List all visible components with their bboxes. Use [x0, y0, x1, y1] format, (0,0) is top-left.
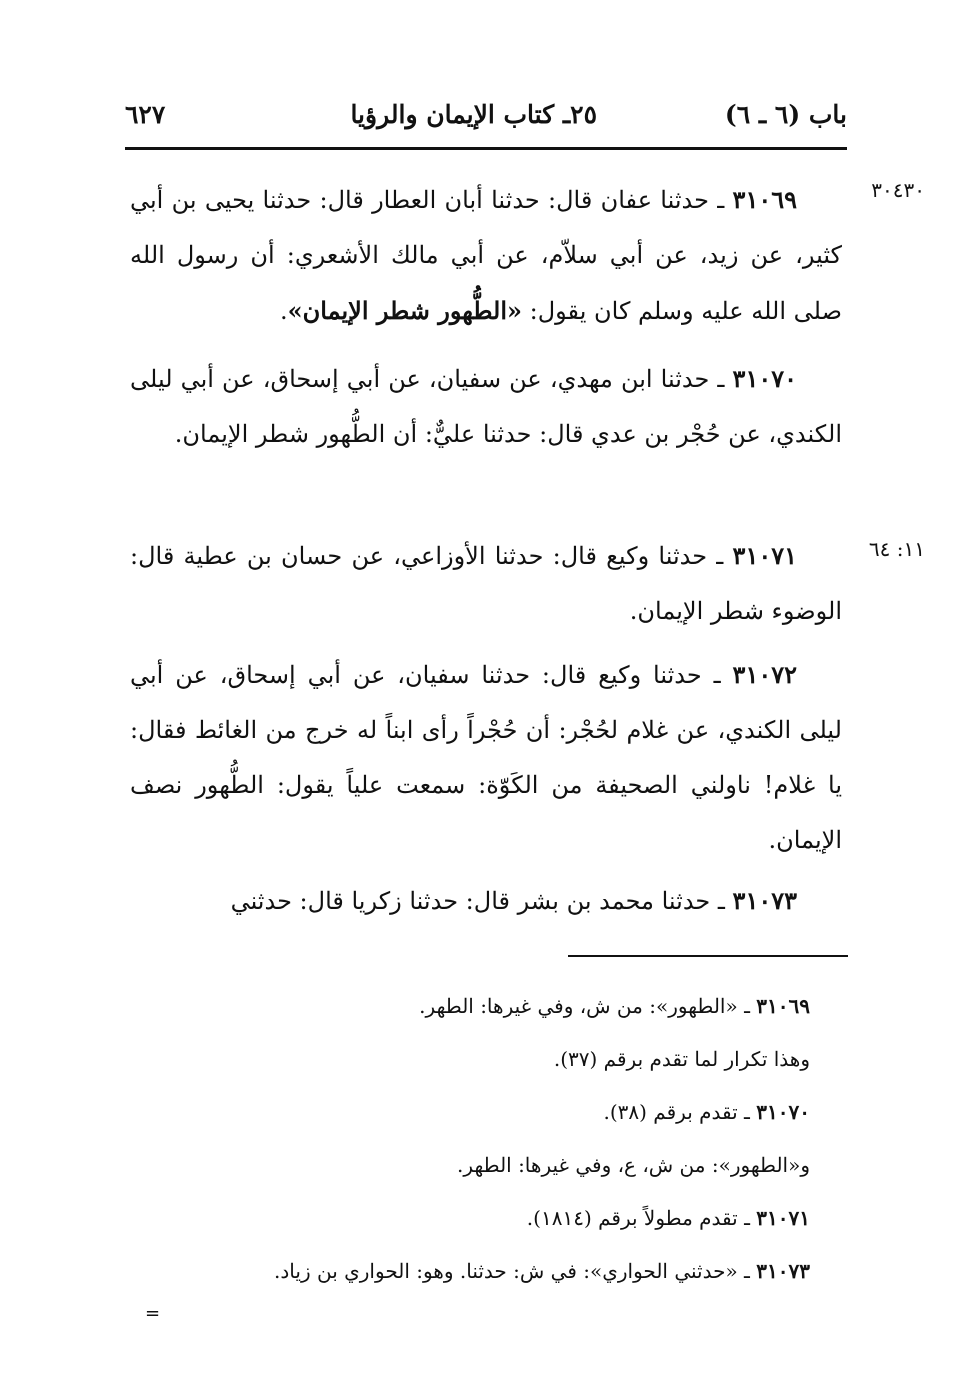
- hadith-text: ـ حدثنا عفان قال: حدثنا أبان العطار قال: حدثنا يحيى بن أبي كثير، عن زيد، عن أبي سلاّم، عن أبي مالك الأشعري: أن رسول الله صلى الله عليه وسلم كان يقول:: [130, 186, 842, 325]
- footnote-number: ٣١٠٧١: [756, 1206, 810, 1230]
- footnote-line: [200, 1033, 810, 1086]
- footnote-number: ٣١٠٦٩: [756, 994, 810, 1018]
- footnote-divider: [568, 955, 848, 957]
- continuation-mark: =: [145, 1303, 161, 1324]
- footnote-text: و«الطهور»: من ش، ع، وفي غيرها: الطهر.: [457, 1153, 810, 1177]
- footnote-line: [200, 980, 810, 1033]
- footnote-text: وهذا تكرار لما تقدم برقم (٣٧).: [553, 1047, 810, 1071]
- footnote-text: ـ «حدثني الحواري»: في ش: حدثنا. وهو: الحواري بن زياد.: [274, 1259, 757, 1283]
- footnote-number: ٣١٠٧٣: [756, 1259, 810, 1283]
- footnote-text: ـ تقدم مطولاً برقم (١٨١٤).: [526, 1206, 757, 1230]
- hadith-number: ٣١٠٧٣: [732, 886, 797, 915]
- hadith-31073: [130, 873, 842, 929]
- page-number: ٦٢٧: [125, 100, 166, 129]
- hadith-text: ـ حدثنا ابن مهدي، عن سفيان، عن أبي إسحاق، عن أبي ليلى الكندي، عن حُجْر بن عدي قال: حدثنا عليٌّ: أن الطُّهور شطر الإيمان.: [130, 365, 842, 448]
- page-header: [125, 98, 847, 138]
- hadith-number: ٣١٠٧٠: [732, 364, 797, 393]
- hadith-31071: [130, 528, 842, 639]
- footnote-line: [200, 1086, 810, 1139]
- footnote-line: [200, 1192, 810, 1245]
- hadith-tail: .: [280, 297, 288, 325]
- hadith-text: ـ حدثنا وكيع قال: حدثنا سفيان، عن أبي إسحاق، عن أبي ليلى الكندي، عن غلام لحُجْر: أن حُجْراً رأى ابناً له خرج من الغائط فقال: يا غلام! ناولني الصحيفة من الكَوّة: سمعت علياً يقول: الطُّهور نصف الإيمان.: [130, 661, 842, 854]
- footnote-text: ـ تقدم برقم (٣٨).: [603, 1100, 757, 1124]
- hadith-quote: «الطُّهور شطر الإيمان»: [287, 296, 522, 325]
- footnote-text: ـ «الطهور»: من ش، وفي غيرها: الطهر.: [419, 994, 757, 1018]
- footnote-number: ٣١٠٧٠: [756, 1100, 810, 1124]
- margin-reference-1: ٣٠٤٣٠: [871, 178, 925, 202]
- hadith-number: ٣١٠٧٢: [732, 660, 797, 689]
- hadith-31072: [130, 647, 842, 868]
- hadith-31069: [130, 172, 842, 339]
- footnotes: [200, 980, 810, 1298]
- margin-reference-3: ١١: ٦٤: [868, 537, 925, 561]
- hadith-number: ٣١٠٧١: [732, 541, 797, 570]
- hadith-number: ٣١٠٦٩: [732, 185, 797, 214]
- footnote-line: [200, 1139, 810, 1192]
- book-title: ٢٥ـ كتاب الإيمان والرؤيا: [350, 100, 597, 129]
- hadith-31070: [130, 351, 842, 462]
- header-divider: [125, 147, 847, 150]
- chapter-title: باب (٦ ـ ٦): [724, 100, 847, 129]
- hadith-text: ـ حدثنا محمد بن بشر قال: حدثنا زكريا قال: حدثني: [230, 887, 733, 915]
- hadith-text: ـ حدثنا وكيع قال: حدثنا الأوزاعي، عن حسان بن عطية قال: الوضوء شطر الإيمان.: [130, 542, 842, 625]
- footnote-line: [200, 1245, 810, 1298]
